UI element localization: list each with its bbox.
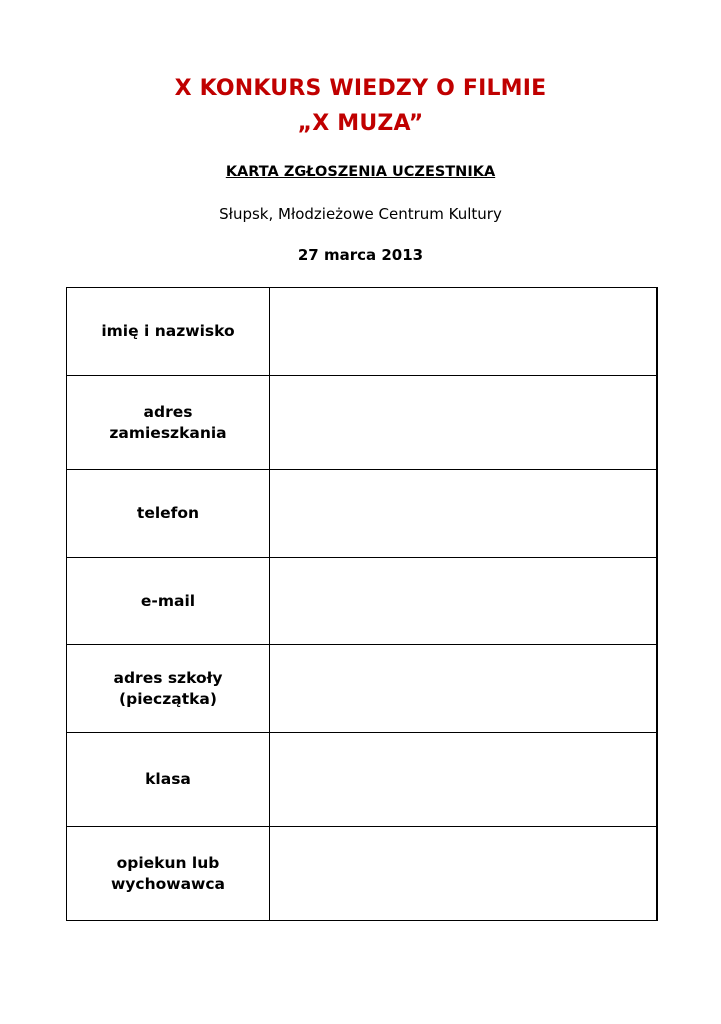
label-line: e-mail <box>140 591 196 610</box>
contest-title: X KONKURS WIEDZY O FILMIE <box>174 76 547 101</box>
label-line: imię i nazwisko <box>101 322 235 340</box>
field-label-email <box>67 558 270 645</box>
field-value-full-name[interactable] <box>270 288 658 376</box>
label-line: telefon <box>136 504 200 522</box>
label-line: (pieczątka) <box>119 689 217 708</box>
contest-subtitle-name: „X MUZA” <box>297 111 424 136</box>
field-label-phone <box>67 470 270 558</box>
event-date: 27 marca 2013 <box>297 246 424 264</box>
table-row <box>67 288 658 376</box>
label-line: adres szkoły <box>113 668 223 687</box>
table-row <box>67 558 658 645</box>
label-line: adres <box>143 402 193 421</box>
registration-table <box>66 287 658 921</box>
field-label-school-address <box>67 645 270 733</box>
field-label-guardian <box>67 827 270 921</box>
field-label-full-name <box>67 288 270 376</box>
label-line: opiekun lub <box>116 853 220 872</box>
field-value-guardian[interactable] <box>270 827 658 921</box>
table-row <box>67 733 658 827</box>
label-line: zamieszkania <box>109 423 227 442</box>
table-row <box>67 645 658 733</box>
field-value-school-address[interactable] <box>270 645 658 733</box>
form-heading: KARTA ZGŁOSZENIA UCZESTNIKA <box>225 164 496 180</box>
table-row <box>67 376 658 470</box>
field-label-home-address <box>67 376 270 470</box>
label-line: wychowawca <box>110 874 226 893</box>
field-value-class[interactable] <box>270 733 658 827</box>
field-value-email[interactable] <box>270 558 658 645</box>
event-location: Słupsk, Młodzieżowe Centrum Kultury <box>219 205 502 223</box>
table-row <box>67 470 658 558</box>
field-value-home-address[interactable] <box>270 376 658 470</box>
field-value-phone[interactable] <box>270 470 658 558</box>
label-line: klasa <box>145 770 191 788</box>
field-label-class <box>67 733 270 827</box>
table-row <box>67 827 658 921</box>
